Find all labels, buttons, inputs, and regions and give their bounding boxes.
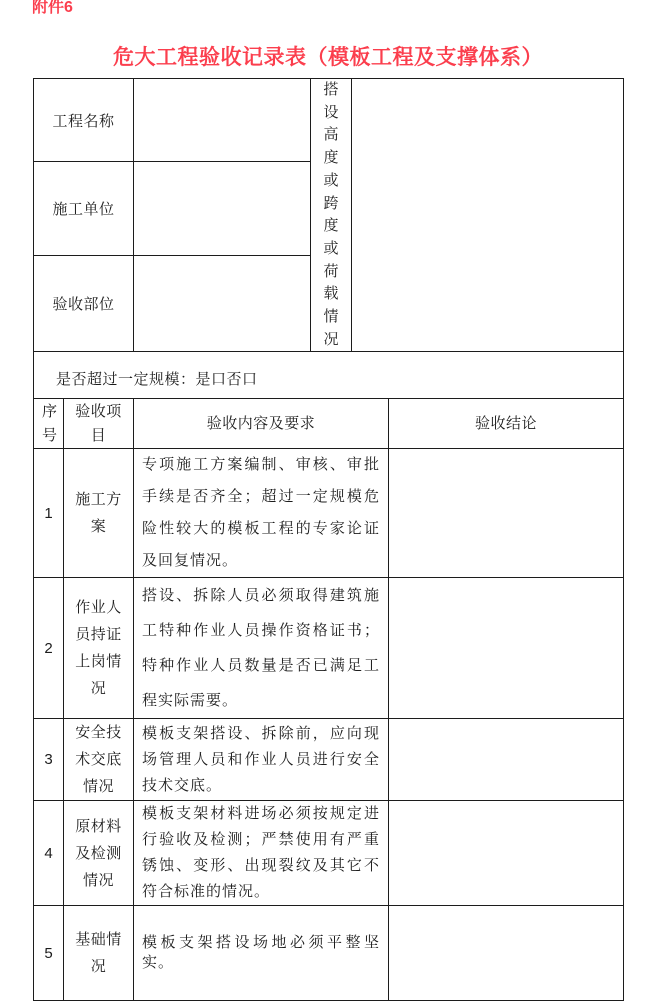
item-name-cell: 作业人员持证上岗情况 [64,578,134,719]
conclusion-cell [389,801,624,906]
conclusion-cell [389,906,624,1001]
row-number-cell: 5 [34,906,64,1001]
content-cell: 模板支架搭设场地必须平整坚实。 [134,906,389,1001]
content-cell: 搭设、拆除人员必须取得建筑施工特种作业人员操作资格证书；特种作业人员数量是否已满足工程实际需要。 [134,578,389,719]
header-serial-number: 序号 [34,399,64,449]
conclusion-cell [389,449,624,578]
construction-unit-label: 施工单位 [34,162,134,256]
erection-height-span-load-value-cell [352,79,624,352]
content-cell: 专项施工方案编制、审核、审批手续是否齐全；超过一定规模危险性较大的模板工程的专家论证及回复情况。 [134,449,389,578]
item-name-cell: 基础情况 [64,906,134,1001]
row-number-cell: 1 [34,449,64,578]
page-title: 危大工程验收记录表（模板工程及支撑体系） [113,46,543,69]
table-row [34,801,624,906]
scale-question-text: 是否超过一定规模：是口否口 [34,352,624,399]
table-row [34,449,624,578]
table-row [34,719,624,801]
header-acceptance-item: 验收项目 [64,399,134,449]
header-acceptance-content: 验收内容及要求 [134,399,389,449]
vertical-label-text: 搭设高度或跨度或荷载情况 [323,81,339,348]
item-name-cell: 原材料及检测情况 [64,801,134,906]
row-number-cell: 2 [34,578,64,719]
item-name-cell: 安全技术交底情况 [64,719,134,801]
content-cell: 模板支架搭设、拆除前，应向现场管理人员和作业人员进行安全技术交底。 [134,719,389,801]
project-name-value-cell [134,79,311,162]
acceptance-part-label: 验收部位 [34,256,134,352]
project-name-label: 工程名称 [34,79,134,162]
conclusion-cell [389,719,624,801]
header-acceptance-conclusion: 验收结论 [389,399,624,449]
info-row-project-name [34,79,624,162]
row-number-cell: 3 [34,719,64,801]
acceptance-part-value-cell [134,256,311,352]
acceptance-record-table [33,78,624,1001]
content-cell: 模板支架材料进场必须按规定进行验收及检测；严禁使用有严重锈蚀、变形、出现裂纹及其它不符合标准的情况。 [134,801,389,906]
table-row [34,906,624,1001]
scale-question-row [34,352,624,399]
conclusion-cell [389,578,624,719]
erection-height-span-load-label [311,79,352,352]
table-header-row [34,399,624,449]
table-row [34,578,624,719]
attachment-label: 附件6 [32,0,73,16]
item-name-cell: 施工方案 [64,449,134,578]
construction-unit-value-cell [134,162,311,256]
row-number-cell: 4 [34,801,64,906]
